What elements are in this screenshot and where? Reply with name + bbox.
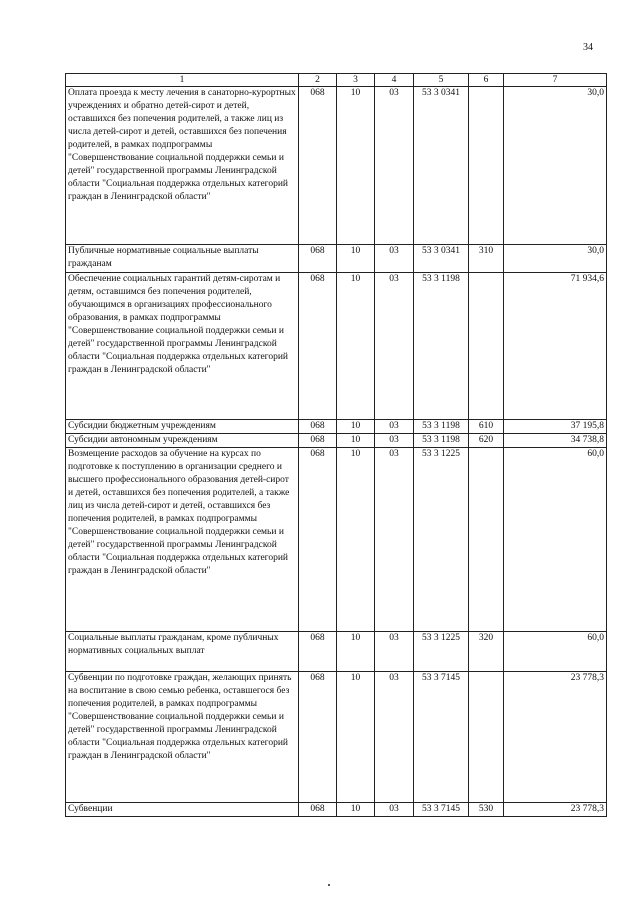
table-row [66,632,607,672]
cell-subsection: 03 [375,672,414,803]
cell-subsection: 03 [375,87,414,245]
table-row [66,448,607,632]
row-name: Субсидии бюджетным учреждениям [66,420,299,434]
column-header: 3 [337,74,375,87]
cell-subsection: 03 [375,245,414,273]
cell-target: 53 3 0341 [414,245,469,273]
cell-ministry: 068 [299,245,337,273]
cell-section: 10 [337,448,375,632]
column-header: 6 [469,74,504,87]
cell-subsection: 03 [375,420,414,434]
cell-ministry: 068 [299,420,337,434]
cell-type: 530 [469,803,504,817]
table-row [66,672,607,803]
cell-type [469,273,504,420]
cell-type [469,448,504,632]
cell-target: 53 3 1198 [414,273,469,420]
cell-sum: 37 195,8 [504,420,607,434]
scan-dot [328,884,330,886]
row-name: Субвенции [66,803,299,817]
cell-ministry: 068 [299,632,337,672]
row-name: Социальные выплаты гражданам, кроме публичных нормативных социальных выплат [66,632,299,672]
cell-ministry: 068 [299,87,337,245]
cell-sum: 71 934,6 [504,273,607,420]
column-header: 5 [414,74,469,87]
cell-section: 10 [337,672,375,803]
cell-sum: 34 738,8 [504,434,607,448]
cell-ministry: 068 [299,803,337,817]
column-header: 1 [66,74,299,87]
cell-ministry: 068 [299,273,337,420]
table-row [66,803,607,817]
cell-type: 620 [469,434,504,448]
cell-target: 53 3 1198 [414,434,469,448]
cell-subsection: 03 [375,273,414,420]
column-header: 4 [375,74,414,87]
cell-ministry: 068 [299,448,337,632]
cell-target: 53 3 1225 [414,448,469,632]
cell-section: 10 [337,632,375,672]
cell-target: 53 3 1225 [414,632,469,672]
cell-target: 53 3 0341 [414,87,469,245]
cell-type [469,87,504,245]
cell-subsection: 03 [375,448,414,632]
cell-sum: 30,0 [504,245,607,273]
table-row [66,273,607,420]
cell-target: 53 3 7145 [414,803,469,817]
cell-section: 10 [337,803,375,817]
cell-section: 10 [337,245,375,273]
cell-sum: 60,0 [504,632,607,672]
cell-type [469,672,504,803]
cell-sum: 60,0 [504,448,607,632]
row-name: Субсидии автономным учреждениям [66,434,299,448]
cell-sum: 23 778,3 [504,803,607,817]
page-number: 34 [583,42,593,53]
cell-subsection: 03 [375,434,414,448]
cell-ministry: 068 [299,672,337,803]
cell-type: 310 [469,245,504,273]
row-name: Публичные нормативные социальные выплаты гражданам [66,245,299,273]
cell-section: 10 [337,273,375,420]
cell-section: 10 [337,420,375,434]
table-row [66,245,607,273]
table-header-row [66,74,607,87]
row-name: Возмещение расходов за обучение на курсах по подготовке к поступлению в организации среднего и высшего профессионального образования детей-сирот и детей, оставшихся без попечения родителей, а также лиц из числа детей-сирот и детей, оставшихся без попечения родителей, в рамках подпрограммы "Совершенствование социальной поддержки семьи и детей" государственной программы Ленинградской области "Социальная поддержка отдельных категорий граждан в Ленинградской области" [66,448,299,632]
cell-target: 53 3 7145 [414,672,469,803]
cell-section: 10 [337,87,375,245]
cell-sum: 23 778,3 [504,672,607,803]
cell-subsection: 03 [375,803,414,817]
column-header: 2 [299,74,337,87]
cell-subsection: 03 [375,632,414,672]
table-row [66,420,607,434]
row-name: Обеспечение социальных гарантий детям-сиротам и детям, оставшимся без попечения родителей, обучающимся в организациях профессионального образования, в рамках подпрограммы "Совершенствование социальной поддержки семьи и детей" государственной программы Ленинградской области "Социальная поддержка отдельных категорий граждан в Ленинградской области" [66,273,299,420]
table-row [66,434,607,448]
cell-section: 10 [337,434,375,448]
cell-type: 320 [469,632,504,672]
row-name: Оплата проезда к месту лечения в санаторно-курортных учреждениях и обратно детей-сирот и детей, оставшихся без попечения родителей, а также лиц из числа детей-сирот и детей, оставшихся без попечения родителей, в рамках подпрограммы "Совершенствование социальной поддержки семьи и детей" государственной программы Ленинградской области "Социальная поддержка отдельных категорий граждан в Ленинградской области" [66,87,299,245]
cell-type: 610 [469,420,504,434]
cell-target: 53 3 1198 [414,420,469,434]
row-name: Субвенции по подготовке граждан, желающих принять на воспитание в свою семью ребенка, оставшегося без попечения родителей, в рамках подпрограммы "Совершенствование социальной поддержки семьи и детей" государственной программы Ленинградской области "Социальная поддержка отдельных категорий граждан в Ленинградской области" [66,672,299,803]
table-row [66,87,607,245]
cell-ministry: 068 [299,434,337,448]
column-header: 7 [504,74,607,87]
cell-sum: 30,0 [504,87,607,245]
budget-table [65,73,607,817]
